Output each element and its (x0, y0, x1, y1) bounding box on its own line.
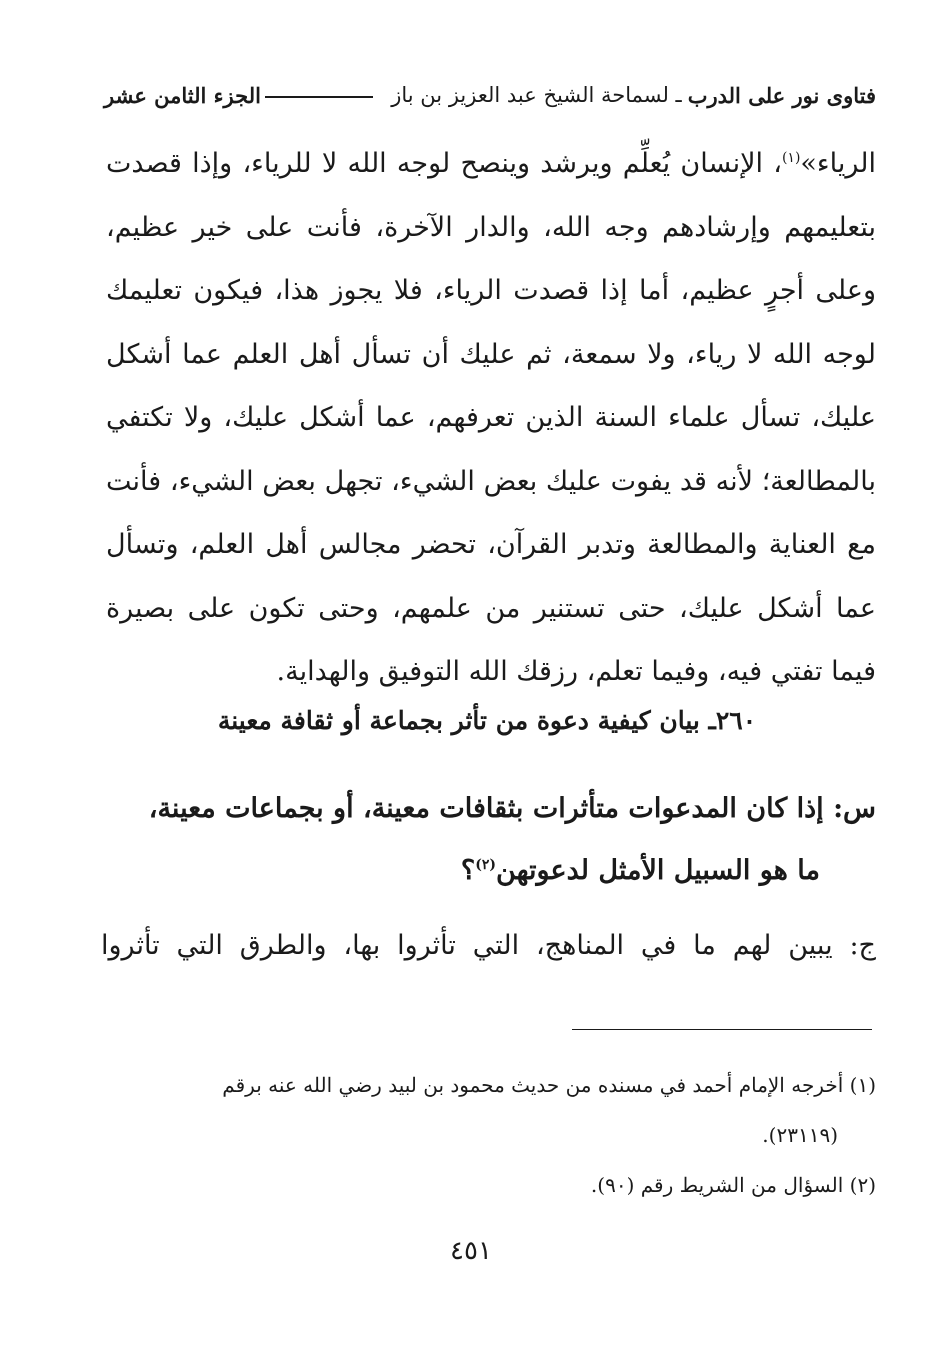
footnote-divider (572, 1029, 872, 1030)
question-line-2: ما هو السبيل الأمثل لدعوتهن (496, 855, 820, 886)
header-author: ـ لسماحة الشيخ عبد العزيز بن باز (391, 83, 682, 107)
section-heading: ٢٦٠ـ بيان كيفية دعوة من تأثر بجماعة أو ثقافة معينة (217, 706, 757, 735)
question-line-1: إذا كان المدعوات متأثرات بثقافات معينة، أو بجماعات معينة، (148, 793, 824, 824)
body-text-start: الرياء» (800, 148, 876, 179)
header-book-title: فتاوى نور على الدرب (687, 82, 876, 108)
header-book-part-group (391, 83, 876, 108)
footnote-ref-1: (١) (781, 150, 801, 166)
header-part: الجزء الثامن عشر (104, 82, 261, 108)
question-label: س: (833, 793, 876, 824)
answer-block (101, 915, 876, 977)
header-rule (265, 96, 373, 98)
footnotes (101, 1060, 876, 1210)
question-line-2-wrap (101, 840, 876, 902)
question-block (101, 778, 876, 902)
body-paragraph (106, 132, 876, 704)
page-number: ٤٥١ (450, 1236, 492, 1266)
question-end: ؟ (460, 855, 476, 886)
footnote-1-continuation: (٢٣١١٩). (762, 1123, 838, 1147)
running-header (104, 78, 876, 112)
footnote-2: (٢) السؤال من الشريط رقم (٩٠). (590, 1173, 876, 1197)
answer-text: يبين لهم ما في المناهج، التي تأثروا بها، والطرق التي تأثروا (101, 930, 833, 961)
answer-label: ج: (849, 930, 876, 961)
body-text-rest: ، الإنسان يُعلِّم ويرشد وينصح لوجه الله لا للرياء، وإذا قصدت بتعليمهم وإرشادهم وجه الله، والدار الآخرة، فأنت على خير عظيم، وعلى أجرٍ عظيم، أما إذا قصدت الرياء، فلا يجوز هذا، فيكون تعليمك لوجه الله لا رياء، ولا سمعة، ثم عليك أن تسأل أهل العلم عما أشكل عليك، تسأل علماء السنة الذين تعرفهم، عما أشكل عليك، ولا تكتفي بالمطالعة؛ لأنه قد يفوت عليك بعض الشيء، تجهل بعض الشيء، فأنت مع العناية والمطالعة وتدبر القرآن، تحضر مجالس أهل العلم، وتسأل عما أشكل عليك، حتى تستنير من علمهم، وحتى تكون على بصيرة فيما تفتي فيه، وفيما تعلم، رزقك الله التوفيق والهداية. (106, 148, 876, 687)
header-part-group (104, 83, 377, 108)
footnote-1: (١) أخرجه الإمام أحمد في مسنده من حديث محمود بن لبيد رضي الله عنه برقم (222, 1073, 876, 1097)
footnote-ref-2: (٢) (475, 857, 497, 873)
